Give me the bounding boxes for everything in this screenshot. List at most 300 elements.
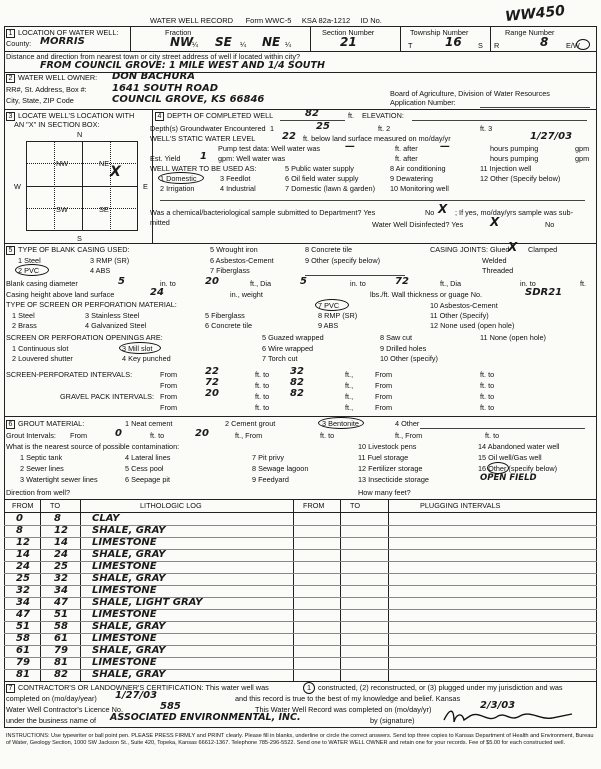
gpi-2-to-label-2: ft. to (480, 403, 495, 412)
yield-gpm-2: gpm (575, 154, 590, 163)
county-value: MORRIS (40, 36, 85, 47)
gw-label: Depth(s) Groundwater Encountered (150, 124, 266, 133)
elevation-label: ELEVATION: (362, 111, 404, 120)
grid-n: N (77, 130, 83, 139)
use-label: WELL WATER TO BE USED AS: (150, 164, 257, 173)
casing-1: 1 Steel (18, 256, 41, 265)
grid-dot (26, 208, 138, 209)
grid-dot (26, 163, 138, 164)
spi-1-to-label-2: ft. to (480, 370, 495, 379)
gw-3: ft. 3 (480, 124, 493, 133)
diam-to: 20 (205, 276, 219, 287)
source-10: 10 Livestock pens (358, 442, 417, 451)
s3-label: LOCATE WELL'S LOCATION WITH (18, 111, 135, 120)
pump-dash: — (345, 141, 355, 152)
casing-7: 7 Fiberglass (210, 266, 250, 275)
casing-other-underline (305, 275, 405, 276)
spi-2-to-label: ft. to (255, 381, 270, 390)
license-value: 585 (160, 701, 181, 712)
use-1-circle (158, 172, 204, 184)
s1-label: LOCATION OF WATER WELL: (18, 28, 119, 37)
screen-7: 7 PVC (318, 301, 340, 310)
diam-2: 5 (300, 276, 307, 287)
log-h-from: FROM (12, 501, 34, 510)
fraction-2: SE (215, 35, 232, 49)
business-label: under the business name of (6, 716, 97, 725)
divider (130, 26, 131, 51)
source-8: 8 Sewage lagoon (252, 464, 309, 473)
casing-4: 4 ABS (90, 266, 111, 275)
cert-circled: 1 (307, 683, 312, 692)
source-3: 3 Watertight sewer lines (20, 475, 98, 484)
log-from: 0 (16, 513, 23, 524)
log-to: 82 (54, 669, 68, 680)
joints-label: CASING JOINTS: Glued (430, 245, 510, 254)
grid-nw: NW (56, 159, 69, 168)
spi-2-from-label: From (160, 381, 178, 390)
use-10: 10 Monitoring well (390, 184, 449, 193)
static-text: ft. below land surface measured on mo/day/yr (303, 134, 451, 143)
yield-label: Est. Yield (150, 154, 181, 163)
gw-2: ft. 2 (378, 124, 391, 133)
source-14: 14 Abandoned water well (478, 442, 560, 451)
log-row (4, 585, 293, 597)
range-ew: E/W (566, 41, 580, 50)
yield-ft-after: ft. after (395, 154, 418, 163)
grout-4: 4 Other (395, 419, 420, 428)
log-col-line (293, 499, 294, 681)
section-1-number: 1 (6, 29, 15, 38)
diam-2-in-to: in. to (350, 279, 366, 288)
divider (4, 109, 597, 110)
cert-circle (303, 682, 315, 694)
range-e-circle (576, 39, 590, 50)
joints-welded: Welded (482, 256, 507, 265)
casing-2: 2 PVC (18, 266, 40, 275)
spi-2-from-label-2: From (375, 381, 393, 390)
opening-7: 7 Torch cut (262, 354, 298, 363)
diam-2-to: 72 (395, 276, 409, 287)
fraction-1: NW (170, 35, 194, 49)
spi-1-from-label-2: From (375, 370, 393, 379)
grout-label: GROUT MATERIAL: (18, 419, 85, 428)
depth-ft: ft. (348, 111, 355, 120)
use-5: 5 Public water supply (285, 164, 354, 173)
depth-label: DEPTH OF COMPLETED WELL (167, 111, 274, 120)
business-value: ASSOCIATED ENVIRONMENTAL, INC. (110, 712, 301, 723)
use-2: 2 Irrigation (160, 184, 195, 193)
grid-hline (26, 186, 138, 187)
use-8: 8 Air conditioning (390, 164, 446, 173)
log-from: 34 (16, 597, 30, 608)
grout-from: 0 (115, 428, 122, 439)
pump-ft-after: ft. after (395, 144, 418, 153)
divider (4, 416, 597, 417)
source-16: 16 Other (specify below) (478, 464, 558, 473)
source-4: 4 Lateral lines (125, 453, 171, 462)
township-t: T (408, 41, 413, 50)
city-value: COUNCIL GROVE, KS 66846 (112, 94, 265, 105)
gpi-1-from-label: From (160, 392, 178, 401)
disinfected-label: Water Well Disinfected? Yes (372, 220, 464, 229)
range-value: 8 (540, 35, 549, 49)
log-from: 32 (16, 585, 30, 596)
weight-label: in., weight (230, 290, 263, 299)
log-row (4, 609, 293, 621)
diam-label: Blank casing diameter (6, 279, 78, 288)
joints-threaded: Threaded (482, 266, 514, 275)
log-row (4, 621, 293, 633)
opening-4: 4 Key punched (122, 354, 171, 363)
log-to: 24 (54, 549, 68, 560)
log-from: 8 (16, 525, 23, 536)
log-desc: LIMESTONE (92, 585, 157, 596)
source-12: 12 Fertilizer storage (358, 464, 423, 473)
screen-1: 1 Steel (12, 311, 35, 320)
source-6: 6 Seepage pit (125, 475, 171, 484)
use-4: 4 Industrial (220, 184, 256, 193)
chem-no: No (425, 208, 435, 217)
gauge-value: SDR21 (525, 287, 563, 298)
log-h-to: TO (50, 501, 61, 510)
cert-label-rest: constructed, (2) reconstructed, or (3) plugged under my jurisdiction and was (318, 683, 563, 692)
divider (490, 26, 491, 51)
log-desc: SHALE, GRAY (92, 669, 166, 680)
pump-label: Pump test data: Well water was (218, 144, 321, 153)
log-desc: SHALE, GRAY (92, 573, 166, 584)
screen-6: 6 Concrete tile (205, 321, 253, 330)
log-row (4, 561, 293, 573)
log-to: 58 (54, 621, 68, 632)
form-ksa: KSA 82a-1212 (301, 16, 351, 25)
use-11: 11 Injection well (480, 164, 532, 173)
county-label: County: (6, 39, 32, 48)
gpi-1-to-label: ft. to (255, 392, 270, 401)
elevation-underline (412, 120, 587, 121)
township-s: S (478, 41, 483, 50)
log-col-line (340, 499, 341, 681)
gpi-2-ft: ft., (345, 403, 354, 412)
form-number: Form WWC-5 (245, 16, 292, 25)
divider (400, 26, 401, 51)
grid-ne: NE (99, 159, 110, 168)
screen-2: 2 Brass (12, 321, 37, 330)
log-row (4, 537, 293, 549)
log-from: 12 (16, 537, 30, 548)
log-from: 61 (16, 645, 30, 656)
use-1: 1 Domestic (160, 174, 197, 183)
distance-value: FROM COUNCIL GROVE: 1 MILE WEST AND 1/4 SOUTH (40, 60, 325, 71)
distance-label: Distance and direction from nearest town or city street address of well if located within city? (6, 52, 301, 61)
gpi-1-ft: ft., (345, 392, 354, 401)
grid-sw: SW (56, 205, 68, 214)
log-from: 58 (16, 633, 30, 644)
grid-s: S (77, 234, 82, 243)
owner-value: DON BACHURA (112, 71, 195, 82)
quarter-2: ¼ (240, 40, 247, 49)
log-from: 79 (16, 657, 30, 668)
grout-ft-to: ft. to (320, 431, 335, 440)
casing-8: 8 Concrete tile (305, 245, 353, 254)
fraction-3: NE (262, 35, 281, 49)
grout-to-label: ft. to (150, 431, 165, 440)
source-other-value: OPEN FIELD (480, 473, 537, 483)
screen-9: 9 ABS (318, 321, 339, 330)
casing-label: TYPE OF BLANK CASING USED: (18, 245, 130, 254)
spi-1-to-label: ft. to (255, 370, 270, 379)
form-header (150, 17, 382, 26)
spi-2-ft: ft., (345, 381, 354, 390)
screen-7-circle (315, 299, 349, 311)
section-value: 21 (340, 35, 357, 49)
static-value: 22 (282, 131, 296, 142)
log-to: 34 (54, 585, 68, 596)
opening-8: 8 Saw cut (380, 333, 413, 342)
gpi-2-from-label: From (160, 403, 178, 412)
form-title: WATER WELL RECORD (150, 16, 234, 25)
fraction-label: Fraction (165, 28, 192, 37)
opening-5: 5 Guazed wrapped (262, 333, 324, 342)
source-label: What is the nearest source of possible contamination: (6, 442, 180, 451)
grout-ft-from-2: ft., From (395, 431, 423, 440)
source-11: 11 Fuel storage (358, 453, 409, 462)
source-9: 9 Feedyard (252, 475, 289, 484)
quarter-1: ¼ (192, 40, 199, 49)
grout-2: 2 Cement grout (225, 419, 276, 428)
log-from: 51 (16, 621, 30, 632)
township-label: Township Number (410, 28, 469, 37)
source-5: 5 Cess pool (125, 464, 164, 473)
opening-9: 9 Drilled holes (380, 344, 427, 353)
cert-label: CONTRACTOR'S OR LANDOWNER'S CERTIFICATION: This water well was (18, 683, 269, 692)
grout-other-underline (420, 428, 585, 429)
grout-3-circle (318, 417, 364, 429)
record-label: This Water Well Record was completed on (mo/day/yr) (255, 705, 432, 714)
use-6: 6 Oil field water supply (285, 174, 359, 183)
log-desc: SHALE, LIGHT GRAY (92, 597, 203, 608)
section-7-number: 7 (6, 684, 15, 693)
log-h-to2: TO (350, 501, 361, 510)
screen-8: 8 RMP (SR) (318, 311, 358, 320)
log-h-from2: FROM (303, 501, 325, 510)
use-3: 3 Feedlot (220, 174, 251, 183)
grout-to: 20 (195, 428, 209, 439)
screen-5: 5 Fiberglass (205, 311, 245, 320)
log-row (4, 573, 293, 585)
quarter-3: ¼ (285, 40, 292, 49)
spi-2-to-label-2: ft. to (480, 381, 495, 390)
depth-underline (280, 120, 345, 121)
log-from: 47 (16, 609, 30, 620)
divider (310, 26, 311, 51)
disinfected-mark: X (490, 215, 500, 229)
yield-hours: hours pumping (490, 154, 539, 163)
s2-label: WATER WELL OWNER: (18, 73, 98, 82)
opening-6: 6 Wire wrapped (262, 344, 314, 353)
log-row (4, 669, 293, 681)
opening-3: 3 Mill slot (122, 344, 153, 353)
app-underline (480, 107, 590, 108)
openings-label: SCREEN OR PERFORATION OPENINGS ARE: (6, 333, 163, 342)
static-label: WELL'S STATIC WATER LEVEL (150, 134, 256, 143)
grid-dot (110, 141, 111, 231)
log-row (4, 645, 293, 657)
log-desc: LIMESTONE (92, 537, 157, 548)
log-row (4, 549, 293, 561)
log-to: 79 (54, 645, 68, 656)
license-label: Water Well Contractor's Licence No. (6, 705, 123, 714)
section-4-number: 4 (155, 112, 164, 121)
log-from: 81 (16, 669, 30, 680)
source-2: 2 Sewer lines (20, 464, 64, 473)
log-to: 14 (54, 537, 68, 548)
log-row (4, 657, 293, 669)
section-label: Section Number (322, 28, 375, 37)
screen-4: 4 Galvanized Steel (85, 321, 147, 330)
log-from: 25 (16, 573, 30, 584)
completed-rest: and this record is true to the best of my knowledge and belief. Kansas (235, 694, 461, 703)
log-desc: SHALE, GRAY (92, 645, 166, 656)
log-row (4, 525, 293, 537)
lbs-label: lbs./ft. Wall thickness or guage No. (370, 290, 483, 299)
grid-se: SE (99, 205, 109, 214)
log-h-litho: LITHOLOGIC LOG (140, 501, 202, 510)
use-underline (160, 200, 585, 201)
gw-1-value: 25 (316, 121, 330, 132)
height-value: 24 (150, 287, 164, 298)
spi-1-ft: ft., (345, 370, 354, 379)
record-date: 2/3/03 (480, 700, 516, 711)
log-desc: SHALE, GRAY (92, 549, 166, 560)
yield-value: 1 (200, 151, 207, 162)
section-6-number: 6 (6, 420, 15, 429)
section-2-number: 2 (6, 74, 15, 83)
log-col-line (388, 499, 389, 681)
chem-rest: ; If yes, mo/day/yrs sample was sub- (455, 208, 574, 217)
board-label: Board of Agriculture, Division of Water Resources (390, 89, 550, 98)
diam-in-to: in. to (160, 279, 176, 288)
log-desc: CLAY (92, 513, 120, 524)
gpi-1-to-label-2: ft. to (480, 392, 495, 401)
spi-1-to: 32 (290, 366, 304, 377)
pump-dash-2: — (440, 141, 450, 152)
grout-ft-from: ft., From (235, 431, 263, 440)
screen-10: 10 Asbestos-Cement (430, 301, 498, 310)
use-12: 12 Other (Specify below) (480, 174, 561, 183)
grout-from-label: From (70, 431, 88, 440)
spi-2-to: 82 (290, 377, 304, 388)
signature-icon (440, 706, 580, 726)
screen-3: 3 Stainless Steel (85, 311, 140, 320)
casing-3: 3 RMP (SR) (90, 256, 130, 265)
spi-label: SCREEN-PERFORATED INTERVALS: (6, 370, 133, 379)
joints-mark: X (508, 240, 518, 254)
casing-6: 6 Asbestos-Cement (210, 256, 274, 265)
grout-intervals-label: Grout Intervals: (6, 431, 56, 440)
log-desc: LIMESTONE (92, 561, 157, 572)
log-row (4, 633, 293, 645)
casing-9: 9 Other (specify below) (305, 256, 381, 265)
divider (4, 499, 597, 500)
divider (4, 681, 597, 682)
grid-mark: X (110, 164, 121, 180)
log-to: 81 (54, 657, 68, 668)
source-13: 13 Insecticide storage (358, 475, 429, 484)
log-h-plug: PLUGGING INTERVALS (420, 501, 501, 510)
log-to: 25 (54, 561, 68, 572)
s3-label-2: AN "X" IN SECTION BOX: (14, 120, 100, 129)
screen-12: 12 None used (open hole) (430, 321, 515, 330)
log-row (4, 513, 293, 525)
corner-note: WW450 (504, 2, 566, 26)
log-desc: LIMESTONE (92, 633, 157, 644)
opening-3-circle (119, 342, 161, 354)
screen-label: TYPE OF SCREEN OR PERFORATION MATERIAL: (6, 300, 177, 309)
diam-ft-dia: ft., Dia (250, 279, 272, 288)
grout-ft-to-2: ft. to (485, 431, 500, 440)
use-9: 9 Dewatering (390, 174, 433, 183)
grid-w: W (14, 182, 21, 191)
source-15: 15 Oil well/Gas well (478, 453, 542, 462)
township-value: 16 (445, 35, 462, 49)
diam-in-to-3: in. to (520, 279, 536, 288)
opening-11: 11 None (open hole) (480, 333, 546, 342)
gpi-1-from-label-2: From (375, 392, 393, 401)
log-to: 47 (54, 597, 68, 608)
log-desc: LIMESTONE (92, 609, 157, 620)
disinfected-no: No (545, 220, 555, 229)
log-from: 14 (16, 549, 30, 560)
casing-5: 5 Wrought iron (210, 245, 258, 254)
source-1: 1 Septic tank (20, 453, 63, 462)
log-desc: SHALE, GRAY (92, 621, 166, 632)
gpi-1-to: 82 (290, 388, 304, 399)
source-7: 7 Pit privy (252, 453, 285, 462)
log-to: 12 (54, 525, 68, 536)
gpi-1-from: 20 (205, 388, 219, 399)
pump-gpm: gpm (575, 144, 590, 153)
log-to: 32 (54, 573, 68, 584)
diam-value: 5 (118, 276, 125, 287)
chem-mark: X (438, 202, 448, 216)
log-to: 8 (54, 513, 61, 524)
diam-ft-end: ft. (580, 279, 587, 288)
gpi-label: GRAVEL PACK INTERVALS: (60, 392, 155, 401)
joints-clamped: Clamped (528, 245, 558, 254)
signature-label: by (signature) (370, 716, 415, 725)
section-3-number: 3 (6, 112, 15, 121)
form-id-label: ID No. (360, 16, 382, 25)
yield-gpm: gpm: Well water was (218, 154, 286, 163)
range-label: Range Number (505, 28, 555, 37)
depth-value: 82 (305, 108, 319, 119)
gw-1: 1 (270, 124, 275, 133)
address-label: RR#, St. Address, Box #: (6, 85, 87, 94)
completed-value: 1/27/03 (115, 690, 158, 701)
app-label: Application Number: (390, 98, 456, 107)
screen-11: 11 Other (Specify) (430, 311, 489, 320)
section-5-number: 5 (6, 246, 15, 255)
mitted-label: mitted (150, 218, 170, 227)
log-desc: SHALE, GRAY (92, 525, 166, 536)
diam-ft-dia-3: ft., Dia (440, 279, 462, 288)
log-desc: LIMESTONE (92, 657, 157, 668)
log-to: 61 (54, 633, 68, 644)
log-row (4, 597, 293, 609)
gpi-2-to-label: ft. to (255, 403, 270, 412)
range-r: R (494, 41, 500, 50)
static-date: 1/27/03 (530, 131, 573, 142)
